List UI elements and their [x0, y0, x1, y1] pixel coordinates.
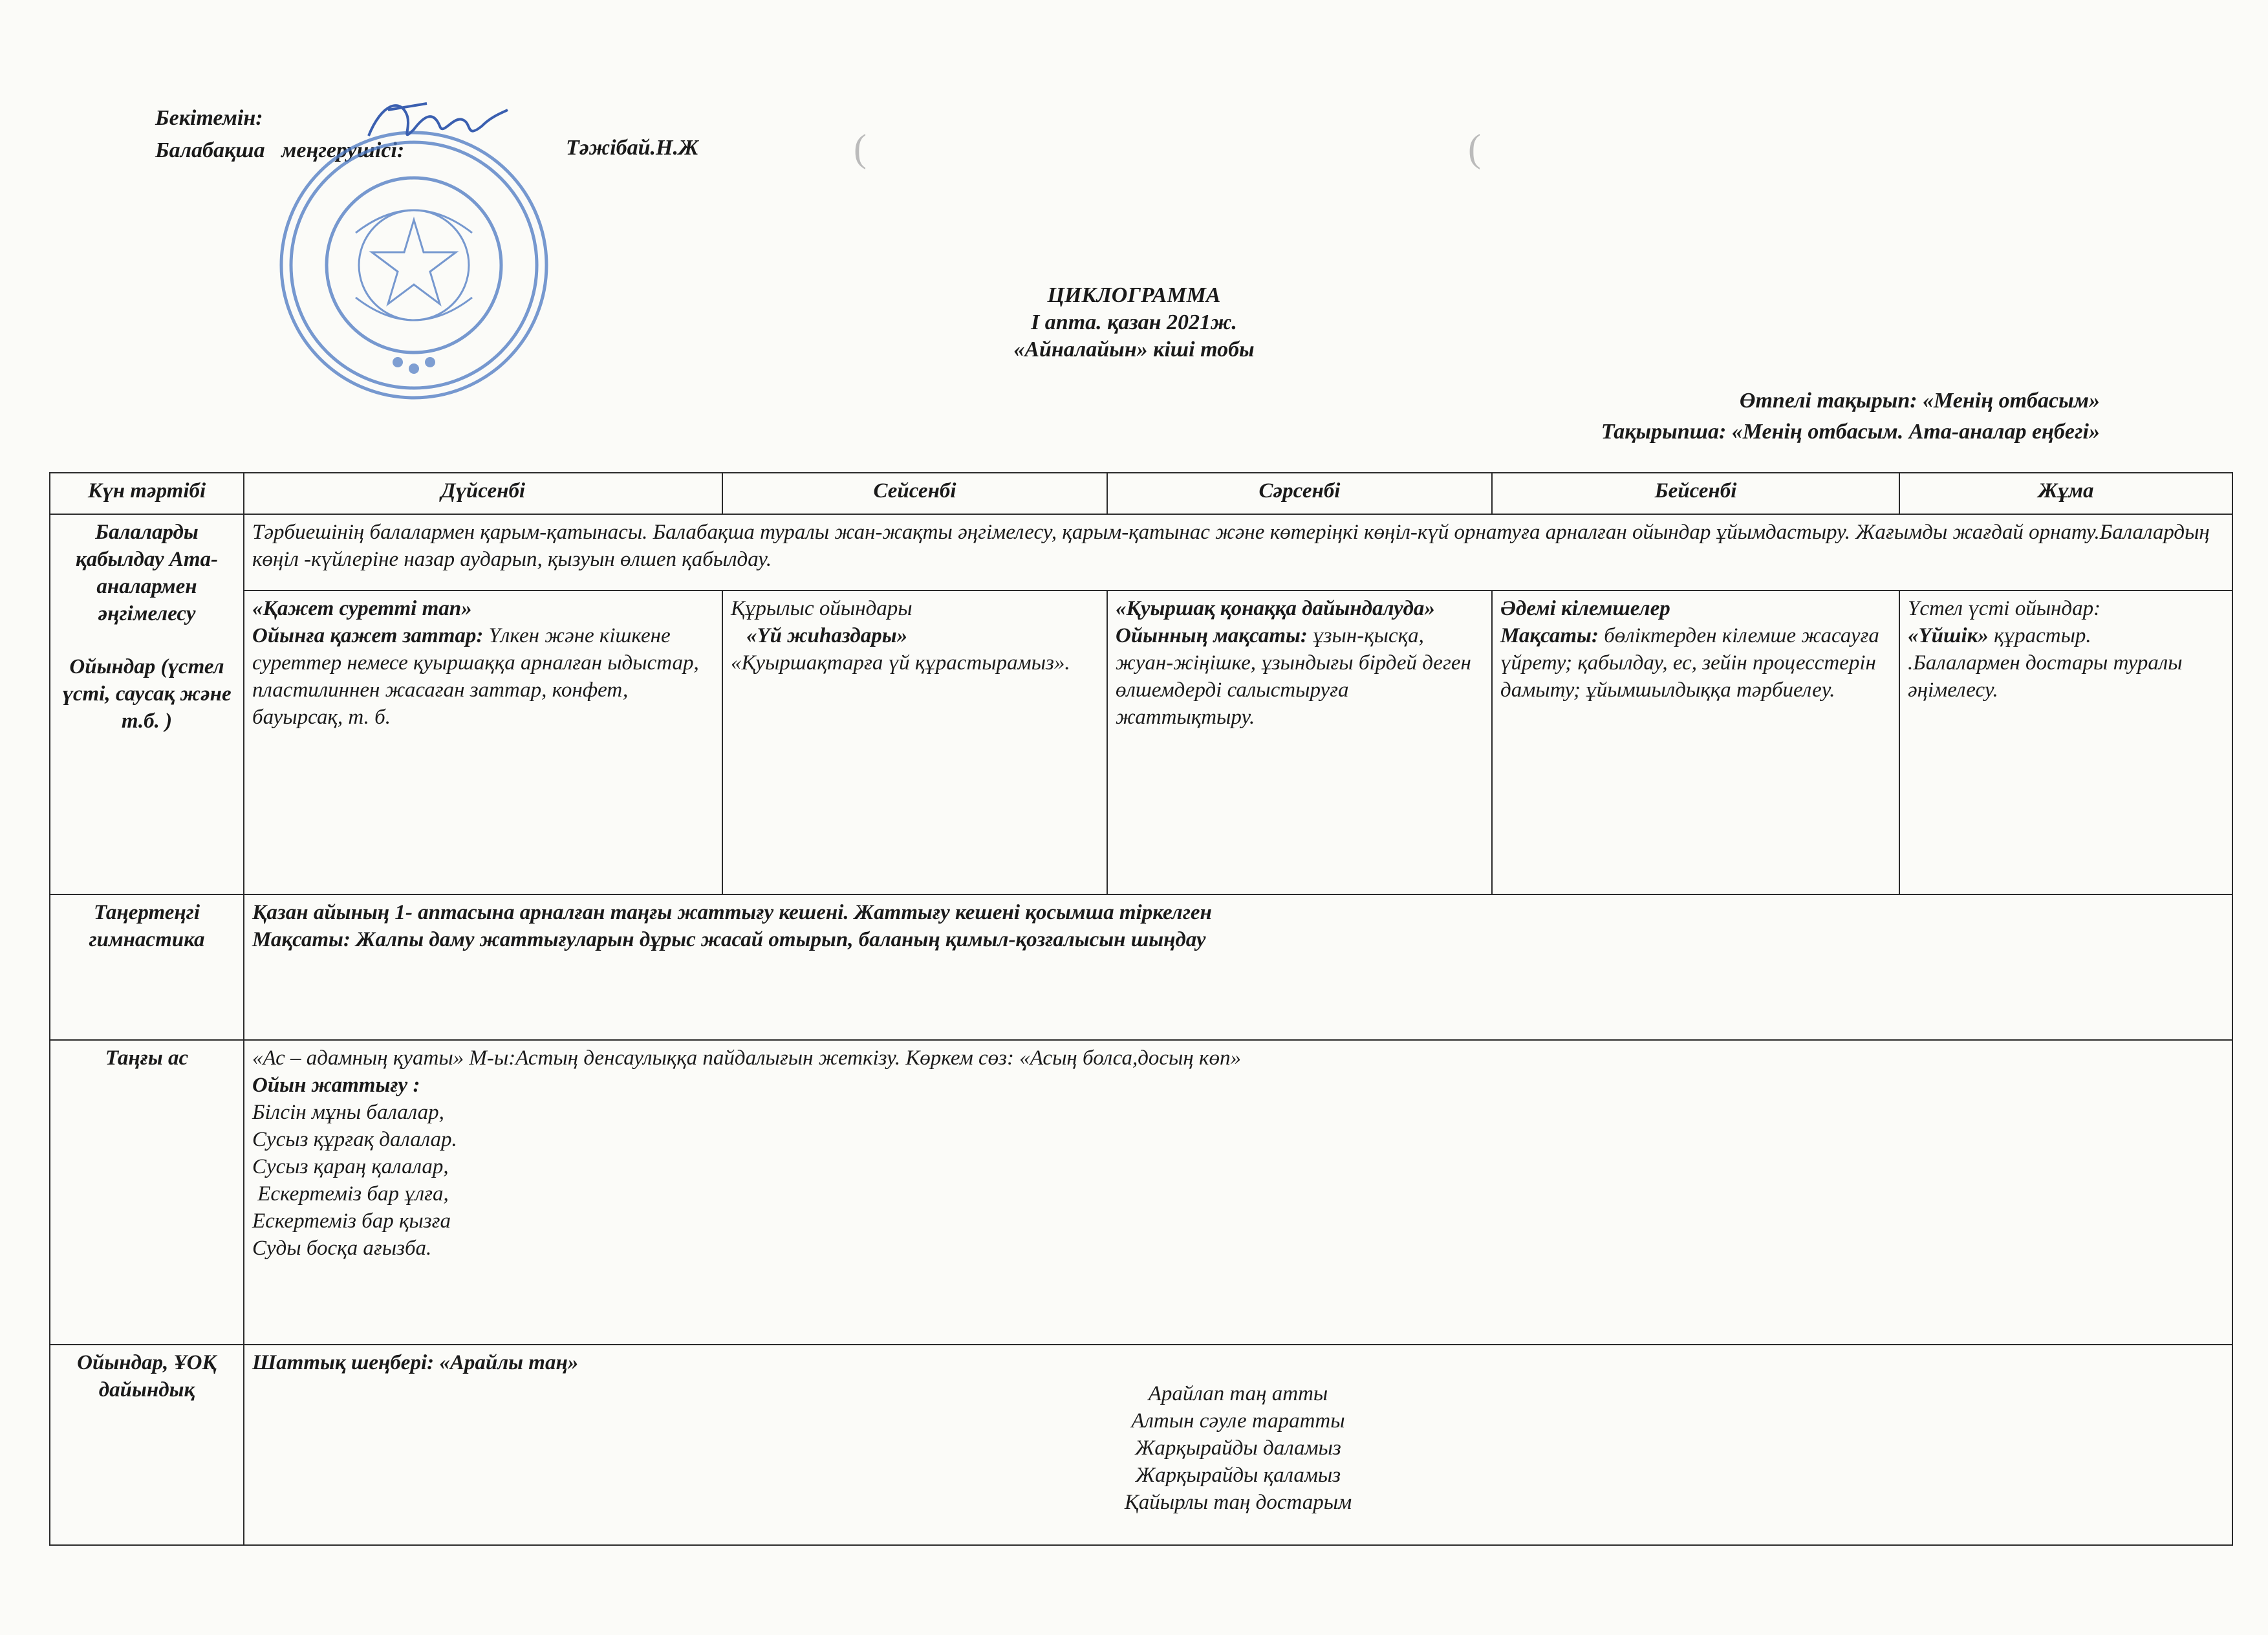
game-text: Үлкен және кішкене суреттер немесе қуыршаққа арналған ыдыстар, пластилиннен жасаған заттар, конфет, бауырсақ, т. б.: [252, 623, 699, 729]
verse-line: Суды босқа ағызба.: [252, 1237, 432, 1261]
game-text: бөліктерден кілемше жасауға үйрету; қабылдау, ес, зейін процесстерін дамыту; ұйымшылдыққа тәрбиелеу.: [1500, 623, 1879, 702]
prep-text: [244, 1345, 2232, 1545]
verse-line: Жарқырайды даламыз: [1135, 1436, 1341, 1460]
day-header-tuesday: Сейсенбі: [722, 473, 1107, 514]
prep-title: Шаттық шеңбері: «Арайлы таң»: [252, 1350, 579, 1374]
head-title: Балабақша меңгерушісі:: [155, 138, 405, 162]
game-line: Құрылыс ойындары: [731, 596, 913, 620]
verse-line: Сусыз құрғақ далалар.: [252, 1128, 457, 1152]
games-tuesday: [722, 590, 1107, 895]
prep-verse: [252, 1380, 2224, 1516]
game-prefix: Мақсаты:: [1500, 623, 1599, 647]
document-title: ЦИКЛОГРАММА: [1047, 283, 1221, 307]
games-monday: [244, 590, 722, 895]
gym-row: [50, 894, 2232, 1040]
reception-text: Тәрбиешінің балалармен қарым-қатынасы. Балабақша туралы жан-жақты әңгімелесу, қарым-қатынас және көтеріңкі көңіл-күй орнатуға арналған ойындар ұйымдастыру. Жағымды жағдай орнату.Балалардың көңіл -күйлеріне назар аударып, қызуын өлшеп қабылдау.: [244, 514, 2232, 590]
verse-line: Алтын сәуле таратты: [1131, 1409, 1345, 1433]
scan-mark: (: [1468, 127, 1481, 169]
document-title-block: [0, 282, 2268, 363]
verse-line: Сусыз қараң қалалар,: [252, 1155, 449, 1179]
head-name: Тәжібай.Н.Ж: [566, 136, 699, 160]
prep-label: Ойындар, ҰОҚ дайындық: [50, 1345, 244, 1545]
gym-line: Қазан айының 1- аптасына арналған таңғы жаттығу кешені. Жаттығу кешені қосымша тіркелген: [252, 901, 1212, 925]
game-text: құрастыр.: [1988, 623, 2091, 647]
header-row: [50, 473, 2232, 514]
breakfast-text: [244, 1040, 2232, 1345]
games-wednesday: [1107, 590, 1492, 895]
verse-line: Жарқырайды қаламыз: [1135, 1463, 1341, 1487]
group-label: «Айналайын» кіші тобы: [1013, 338, 1255, 362]
verse-line: Ескертеміз бар ұлға,: [252, 1182, 449, 1206]
game-title: «Үй жиһаздары»: [746, 623, 908, 647]
breakfast-line: «Ас – адамның қуаты» М-ы:Астың денсаулыққа пайдалығын жеткізу. Көркем сөз: «Асың болса,досың көп»: [252, 1046, 1241, 1070]
games-thursday: [1492, 590, 1899, 895]
verse-line: Қайырлы таң достарым: [1124, 1490, 1352, 1514]
game-text: ұзын-қысқа, жуан-жіңішке, ұзындығы бірдей деген өлшемдерді салыстыруға жаттықтыру.: [1116, 623, 1471, 729]
games-friday: [1899, 590, 2232, 895]
breakfast-game-title: Ойын жаттығу :: [252, 1074, 420, 1098]
day-header-wednesday: Сәрсенбі: [1107, 473, 1492, 514]
sub-theme: Тақырыпша: «Менің отбасым. Ата-аналар еңбегі»: [1601, 420, 2100, 444]
theme-block: [1601, 385, 2100, 448]
scan-mark: (: [854, 127, 867, 169]
game-title: Әдемі кілемшелер: [1500, 596, 1670, 620]
game-prefix: Ойынның мақсаты:: [1116, 623, 1308, 647]
reception-row: [50, 514, 2232, 590]
signature-icon: [362, 91, 511, 168]
gym-label: Таңертеңгі гимнастика: [50, 894, 244, 1040]
games-label-text: Ойындар (үстел үсті, саусақ және т.б. ): [62, 655, 232, 733]
day-header-monday: Дүйсенбі: [244, 473, 722, 514]
approval-line: Бекітемін:: [155, 106, 263, 130]
day-header-thursday: Бейсенбі: [1492, 473, 1899, 514]
day-header-friday: Жұма: [1899, 473, 2232, 514]
game-title: «Қажет суретті тап»: [252, 596, 472, 620]
verse-line: Арайлап таң атты: [1148, 1381, 1328, 1405]
verse-line: Ескертеміз бар қызға: [252, 1209, 451, 1233]
games-row: [50, 590, 2232, 895]
gym-goal: Мақсаты: Жалпы даму жаттығуларын дұрыс жасай отырып, баланың қимыл-қозғалысын шыңдау: [252, 928, 1206, 952]
game-line: Үстел үсті ойындар:: [1908, 596, 2101, 620]
game-prefix: Ойынға қажет заттар:: [252, 623, 484, 647]
week-label: І апта. қазан 2021ж.: [1031, 310, 1237, 334]
game-text: .Балалармен достары туралы әңімелесу.: [1908, 651, 2183, 702]
breakfast-row: [50, 1040, 2232, 1345]
reception-label-text: Балаларды қабылдау Ата-аналармен әңгімелесу: [75, 521, 219, 626]
verse-line: Білсін мұны балалар,: [252, 1101, 444, 1125]
cyclogram-table: [49, 472, 2233, 1546]
game-text: «Қуыршақтарға үй құрастырамыз».: [731, 651, 1070, 675]
game-title: «Үйшік»: [1908, 623, 1989, 647]
breakfast-label: Таңғы ас: [50, 1040, 244, 1345]
reception-label: [50, 514, 244, 894]
routine-header: Күн тәртібі: [50, 473, 244, 514]
through-theme: Өтпелі тақырып: «Менің отбасым»: [1739, 389, 2100, 413]
game-title: «Қуыршақ қонаққа дайындалуда»: [1116, 596, 1435, 620]
gym-text: [244, 894, 2232, 1040]
prep-row: [50, 1345, 2232, 1545]
